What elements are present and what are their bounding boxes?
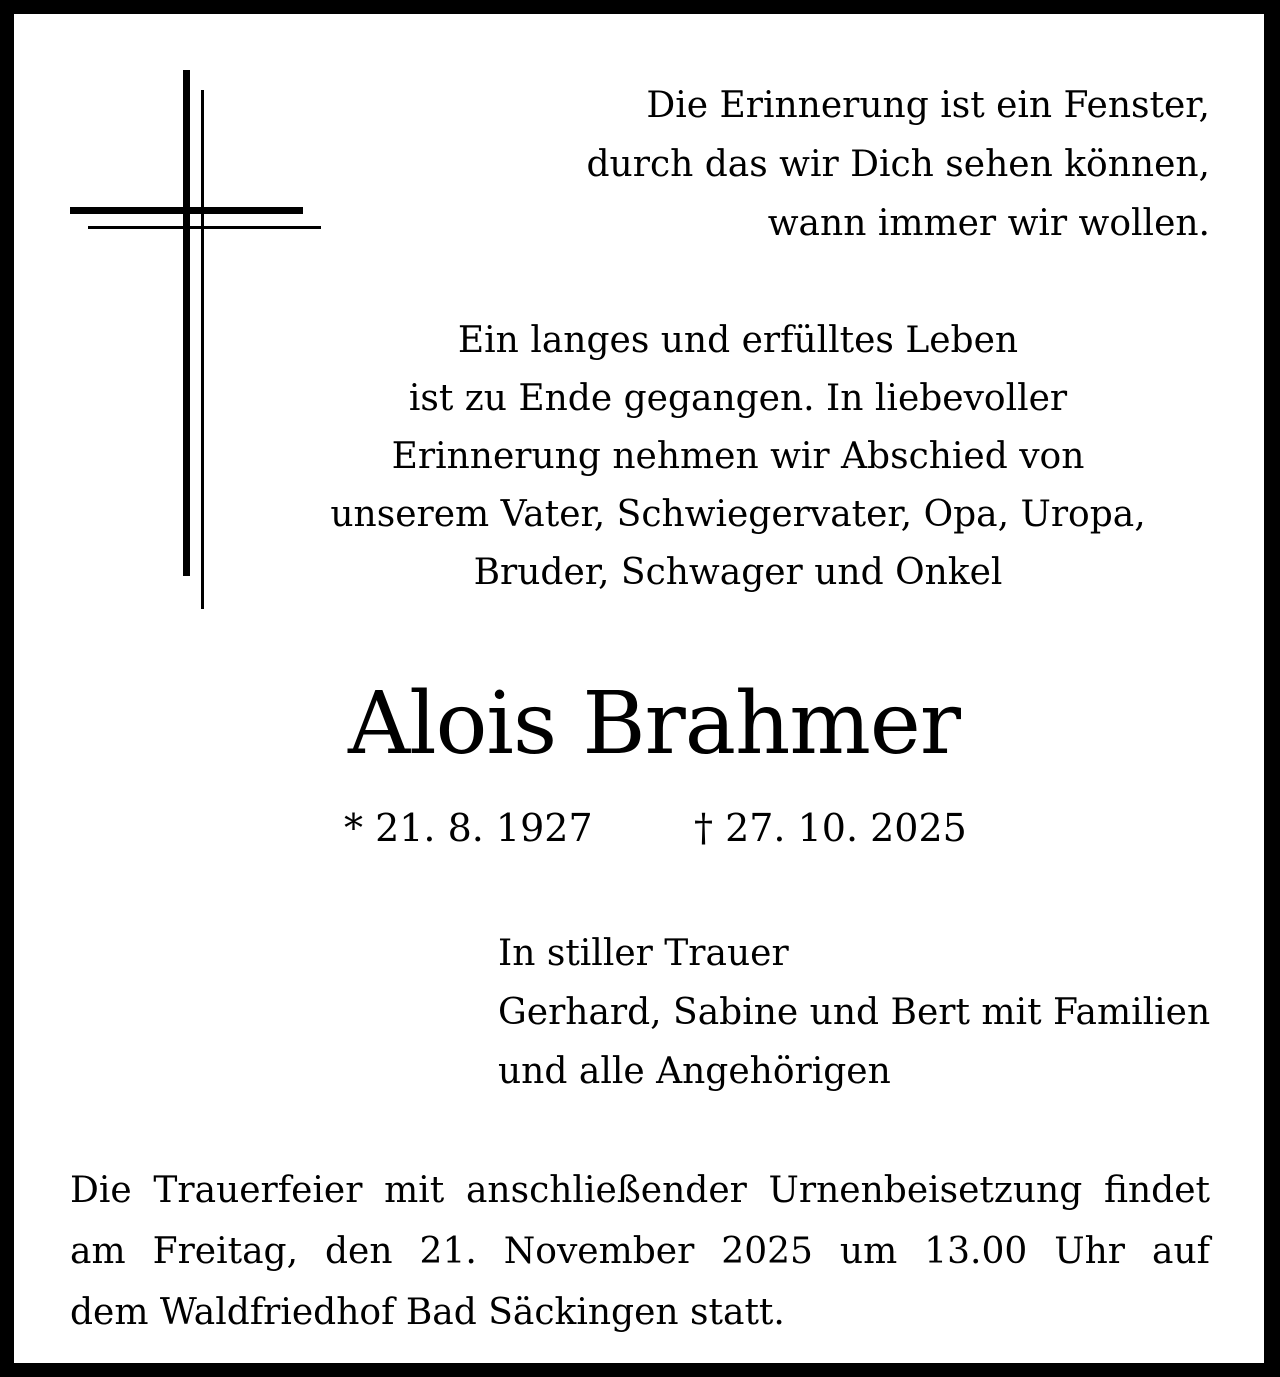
farewell-line: ist zu Ende gegangen. In liebevoller: [408, 378, 1068, 419]
birth-date: * 21. 8. 1927: [344, 806, 593, 850]
funeral-service-info: [70, 1160, 1210, 1343]
farewell-line: Bruder, Schwager und Onkel: [473, 552, 1003, 593]
deceased-name: Alois Brahmer: [348, 674, 960, 774]
mourners-line: Gerhard, Sabine und Bert mit Familien: [498, 992, 1211, 1033]
quote-line: wann immer wir wollen.: [767, 203, 1210, 244]
mourners-block: [498, 924, 1210, 1101]
mourners-line: In stiller Trauer: [498, 933, 789, 974]
farewell-line: unserem Vater, Schwiegervater, Opa, Uropa,: [330, 494, 1146, 535]
quote-line: durch das wir Dich sehen können,: [586, 144, 1210, 185]
memorial-quote: [390, 76, 1210, 253]
farewell-line: Erinnerung nehmen wir Abschied von: [391, 436, 1085, 477]
service-line: am Freitag, den 21. November 2025 um 13.00 Uhr auf: [70, 1231, 1210, 1272]
death-date: † 27. 10. 2025: [694, 806, 967, 850]
farewell-text: [238, 312, 1238, 602]
farewell-line: Ein langes und erfülltes Leben: [457, 320, 1019, 361]
quote-line: Die Erinnerung ist ein Fenster,: [646, 85, 1210, 126]
service-line: dem Waldfriedhof Bad Säckingen statt.: [70, 1292, 785, 1333]
service-line: Die Trauerfeier mit anschließender Urnenbeisetzung findet: [70, 1170, 1210, 1211]
mourners-line: und alle Angehörigen: [498, 1051, 891, 1092]
